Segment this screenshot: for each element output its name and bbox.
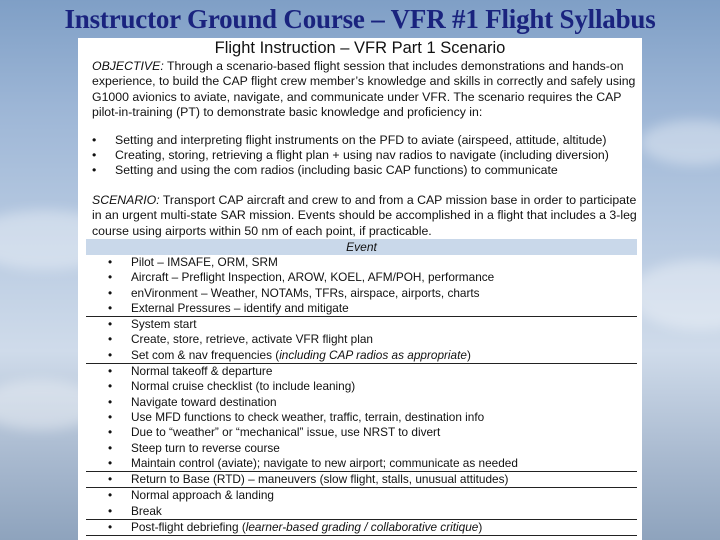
segment-text: Set com & nav frequencies ( — [131, 347, 280, 362]
document-title: Flight Instruction – VFR Part 1 Scenario — [214, 39, 506, 57]
segment-text: enVironment – Weather, NOTAMs, TFRs, airspace, airports, charts — [131, 285, 480, 300]
event-row — [86, 520, 637, 535]
segment-emphasis: learner-based grading / collaborative critique — [245, 520, 479, 535]
event-row — [86, 301, 637, 316]
event-group — [86, 472, 637, 488]
event-groups — [86, 255, 637, 536]
goal-list — [92, 133, 638, 179]
scenario-label: SCENARIO: — [92, 193, 160, 207]
bullet-icon: • — [108, 255, 113, 269]
bullet-icon: • — [108, 520, 113, 535]
event-row — [86, 255, 637, 270]
segment-emphasis: navigate — [449, 148, 497, 163]
objective-label: OBJECTIVE: — [92, 59, 164, 73]
segment-text: Setting and using the com radios (including basic CAP functions) to — [115, 163, 485, 178]
event-group — [86, 255, 637, 317]
segment-text: Setting and interpreting flight instruments on the PFD to — [115, 133, 422, 147]
background-cloud — [630, 260, 720, 330]
event-group — [86, 364, 637, 472]
segment-text: (including diversion) — [496, 148, 609, 163]
goal-item — [92, 133, 638, 148]
bullet-icon: • — [108, 270, 113, 285]
segment-emphasis: communicate — [484, 163, 558, 178]
segment-text: (airspeed, attitude, altitude) — [454, 133, 607, 147]
event-table-header: Event — [86, 239, 637, 255]
bullet-icon: • — [108, 472, 113, 487]
objective-text: Through a scenario-based flight session that includes demonstrations and hands-on experience, to build the CAP flight crew member’s knowledge and skills in correctly and safely using G1000 avionics to aviate, navigate, and communicate under VFR. The scenario requires the CAP pilot-in-training (PT) to demonstrate basic knowledge and proficiency in: — [92, 59, 636, 120]
segment-text: External Pressures – identify and mitigate — [131, 300, 349, 315]
segment-text: Maintain control (aviate); navigate to new airport; communicate as needed — [131, 455, 518, 470]
bullet-icon: • — [108, 300, 113, 315]
segment-text: Creating, storing, retrieving a flight plan + using nav radios to — [115, 148, 450, 163]
event-row — [86, 425, 637, 440]
bullet-icon: • — [108, 503, 113, 518]
bullet-icon: • — [108, 409, 113, 424]
segment-text: System start — [131, 317, 197, 332]
segment-text: Use MFD functions to check weather, traffic, terrain, destination info — [131, 409, 485, 424]
segment-text: Aircraft – Preflight Inspection, AROW, KOEL, AFM/POH, performance — [131, 270, 495, 285]
bullet-icon: • — [108, 364, 113, 379]
event-row — [86, 488, 637, 503]
event-table — [86, 239, 637, 536]
segment-text: Create, store, retrieve, activate VFR flight plan — [131, 332, 373, 347]
scenario-paragraph — [92, 193, 638, 239]
event-row — [86, 472, 637, 487]
segment-text: Normal takeoff & departure — [131, 364, 273, 379]
segment-text: Navigate toward destination — [131, 394, 277, 409]
segment-emphasis: aviate — [421, 133, 455, 147]
bullet-icon: • — [108, 425, 113, 440]
segment-emphasis: including CAP radios as appropriate — [279, 347, 467, 362]
segment-text: Break — [131, 503, 162, 518]
goal-item — [92, 163, 638, 178]
bullet-icon: • — [108, 317, 113, 332]
segment-text: Post-flight debriefing ( — [131, 520, 246, 535]
event-row — [86, 441, 637, 456]
event-group — [86, 317, 637, 364]
objective-paragraph — [92, 59, 638, 121]
event-row — [86, 348, 637, 363]
segment-text: Normal approach & landing — [131, 488, 274, 503]
bullet-icon: • — [108, 394, 113, 409]
syllabus-document — [78, 38, 642, 540]
bullet-icon: • — [108, 488, 113, 503]
scenario-text: Transport CAP aircraft and crew to and from a CAP mission base in order to participate in an urgent multi-state SAR mission. Events should be accomplished in a flight that includes a 3-leg course using airports within 50 nm of each point, if practicable. — [92, 193, 637, 238]
bullet-icon: • — [108, 332, 113, 347]
event-row — [86, 332, 637, 347]
bullet-icon: • — [108, 379, 113, 394]
event-row — [86, 270, 637, 285]
event-row — [86, 286, 637, 301]
segment-text: Pilot – IMSAFE, ORM, SRM — [131, 255, 278, 269]
bullet-icon: • — [108, 440, 113, 455]
event-row — [86, 379, 637, 394]
segment-text: Normal cruise checklist (to include leaning) — [131, 379, 356, 394]
event-row — [86, 364, 637, 379]
segment-text: Steep turn to reverse course — [131, 440, 280, 455]
goal-item — [92, 148, 638, 163]
segment-text: ) — [466, 347, 471, 362]
background-cloud — [640, 120, 720, 165]
event-group — [86, 488, 637, 520]
event-row — [86, 317, 637, 332]
event-row — [86, 395, 637, 410]
segment-text: Due to “weather” or “mechanical” issue, use NRST to divert — [131, 425, 441, 440]
event-row — [86, 456, 637, 471]
segment-text: Return to Base (RTD) – maneuvers (slow flight, stalls, unusual attitudes) — [131, 472, 509, 487]
segment-text: ) — [478, 520, 483, 535]
bullet-icon: • — [108, 347, 113, 362]
event-row — [86, 410, 637, 425]
slide-title: Instructor Ground Course – VFR #1 Flight Syllabus — [64, 4, 656, 34]
bullet-icon: • — [108, 455, 113, 470]
event-row — [86, 504, 637, 519]
bullet-icon: • — [108, 285, 113, 300]
event-group — [86, 520, 637, 536]
